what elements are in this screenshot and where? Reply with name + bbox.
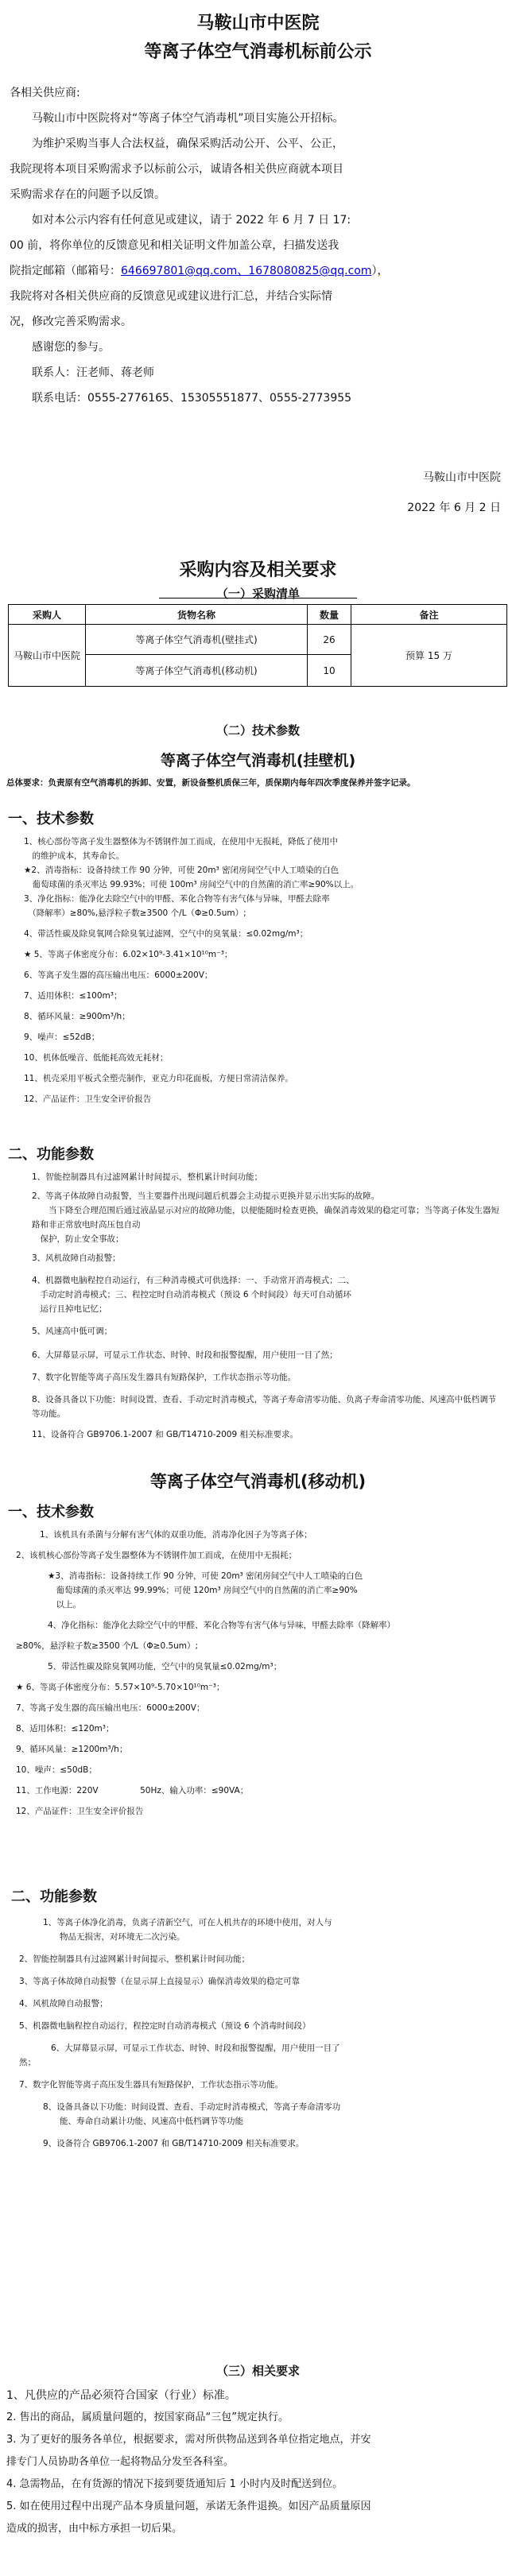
table-row [9, 625, 507, 655]
goods-cell: 等离子体空气消毒机(壁挂式) [86, 625, 308, 655]
func-line: 5、机器微电脑程控自动运行，程控定时自动消毒模式（预设 6 个消毒时间段） [19, 2021, 311, 2031]
param-line: 葡萄球菌的杀灭率达 99.93%；可使 100m³ 房间空气中的自然菌的消亡率≥90%以上。 [24, 880, 359, 889]
func-line: 物品无损害，对环境无二次污染。 [43, 1932, 185, 1942]
email-link[interactable]: 646697801@qq.com、1678080825@qq.com [121, 265, 372, 277]
func-line: 5、风速高中低可调； [32, 1327, 113, 1336]
param-line: 的维护成本，其寿命长。 [24, 851, 124, 861]
requirement-item: 造成的损害，由中标方承担一切后果。 [6, 2523, 183, 2535]
func-line: 9、设备符合 GB9706.1-2007 和 GB/T14710-2009 相关标准要求。 [43, 2139, 305, 2148]
param-line: 8、循环风量：≥900m³/h； [24, 1012, 130, 1021]
notice-para3b: 00 前，将你单位的反馈意见和相关证明文件加盖公章，扫描发送我 [10, 239, 339, 252]
col-qty: 数量 [308, 605, 351, 625]
wall-title: 等离子体空气消毒机(挂壁机) [160, 752, 356, 769]
notice-para2b: 我院现将本项目采购需求予以标前公示，诚请各相关供应商就本项目 [10, 163, 343, 176]
wall-funcs [32, 1170, 501, 1442]
func-line: 8、设备具备以下功能：时间设置、查看、手动定时消毒模式，等离子寿命清零功 [43, 2102, 341, 2112]
mobile-funcs [19, 1916, 504, 2151]
wall-sec1: 一、技术参数 [8, 811, 94, 827]
param-line: 7、等离子发生器的高压输出电压：6000±200V； [16, 1703, 205, 1713]
param-line: 12、产品证件：卫生安全评价报告 [16, 1807, 144, 1816]
func-line: 11、设备符合 GB9706.1-2007 和 GB/T14710-2009 相关标准要求。 [32, 1430, 299, 1439]
param-line: 12、产品证件：卫生安全评价报告 [24, 1094, 152, 1104]
func-line: 手动定时消毒模式；三、程控定时自动消毒模式（预设 6 个时间段）每天可自动循环 [32, 1290, 351, 1300]
func-line: 4、风机故障自动报警； [19, 1999, 108, 2009]
goods-cell: 等离子体空气消毒机(移动机) [86, 655, 308, 687]
param-line: ★ 6、等离子体密度分布：5.57×10⁹-5.70×10¹⁰m⁻³； [16, 1683, 225, 1692]
mobile-sec1: 一、技术参数 [8, 1504, 94, 1520]
qty-cell: 26 [308, 625, 351, 655]
func-line: 当下降至合理范围后通过液晶显示对应的故障功能，以便能随时检查更换，确保消毒效果的稳定可靠；当等离子体发生器短路和非正常放电时高压包自动 [32, 1206, 499, 1230]
param-line: 2、该机核心部份等离子发生器整体为不锈钢件加工而成，在使用中无损耗； [16, 1551, 297, 1560]
email-prefix: 院指定邮箱（邮箱号： [10, 265, 121, 277]
param-line: 1、核心部份等离子发生器整体为不锈钢件加工而成，在使用中无损耗，降低了使用中 [24, 837, 339, 846]
notice-para3a: 如对本公示内容有任何意见或建议，请于 2022 年 6 月 7 日 17: [32, 214, 351, 227]
requirement-item: 排专门人员协助各单位一起将物品分发至各科室。 [6, 2456, 235, 2468]
requirement-item: 3. 为了更好的服务各单位，根据要求，需对所供物品送到各单位指定地点，并安 [6, 2434, 371, 2446]
salutation: 各相关供应商: [10, 87, 80, 99]
func-line: 然； [19, 2058, 36, 2067]
sign-date: 2022 年 6 月 2 日 [407, 502, 501, 514]
func-line: 2、等离子体故障自动报警，当主要器件出现问题后机器会主动提示更换并显示出实际的故障。 [32, 1191, 380, 1201]
param-line: 10、噪声：≤50dB； [16, 1765, 97, 1775]
param-line: 9、循环风量：≥1200m³/h； [16, 1745, 128, 1754]
param-line: 10、机体低噪音、低能耗高效无耗材； [24, 1053, 169, 1063]
param-line: ★ 5、等离子体密度分布：6.02×10⁹-3.41×10¹⁰m⁻³； [24, 950, 233, 959]
qty-cell: 10 [308, 655, 351, 687]
procurement-table [8, 604, 507, 687]
notice-para3e: 况，修改完善采购需求。 [10, 316, 132, 328]
param-line: （降解率）≥80%,悬浮粒子数≥3500 个/L（Φ≥0.5um）; [24, 908, 246, 918]
notice-para2a: 为维护采购当事人合法权益，确保采购活动公开、公平、公正， [32, 138, 343, 150]
param-line: 7、适用体积：≤100m³； [24, 991, 122, 1001]
tech-heading: （二）技术参数 [215, 723, 300, 738]
notice-phones: 联系电话：0555-2776165、15305551877、0555-2773955 [32, 392, 352, 405]
func-line: 3、风机故障自动报警； [32, 1253, 121, 1263]
requirements-heading: （三）相关要求 [215, 2364, 300, 2378]
col-remark: 备注 [351, 605, 507, 625]
func-line: 7、数字化智能等离子高压发生器具有短路保护，工作状态指示等功能。 [32, 1373, 297, 1382]
mobile-title: 等离子体空气消毒机(移动机) [149, 1472, 367, 1491]
func-line: 1、等离子体净化消毒，负离子清新空气，可在人机共存的环境中使用，对人与 [43, 1918, 332, 1927]
wall-sec2: 二、功能参数 [8, 1146, 94, 1163]
purchaser-cell: 马鞍山市中医院 [9, 625, 86, 687]
notice-para3c [10, 258, 389, 285]
mobile-params [16, 1528, 501, 1819]
param-line: 葡萄球菌的杀灭率达 99.99%；可使 120m³ 房间空气中的自然菌的消亡率≥90% [48, 1586, 358, 1595]
notice-contacts: 联系人：汪老师、蒋老师 [32, 366, 154, 379]
param-line: 4、带活性碳及除臭氧网合除臭氧过滤网，空气中的臭氧量：≤0.02mg/m³； [24, 929, 308, 939]
requirements-list [6, 2384, 509, 2540]
func-line: 4、机器微电脑程控自动运行，有三种消毒模式可供选择：一、手动常开消毒模式；二、 [32, 1276, 355, 1285]
func-line: 能、寿命自动累计功能、风速高中低档调节等功能 [43, 2117, 243, 2126]
func-line: 运行且掉电记忆； [32, 1304, 107, 1314]
requirement-item: 2. 售出的商品，属质量问题的，按国家商品“三包”规定执行。 [6, 2411, 289, 2423]
func-line: 3、等离子体故障自动报警（在显示屏上直接显示）确保消毒效果的稳定可靠 [19, 1977, 301, 1986]
wall-params [24, 835, 501, 1106]
param-line: 4、净化指标：能净化去除空气中的甲醛、苯化合物等有害气体与异味，甲醛去除率（降解率） [48, 1621, 396, 1630]
col-purchaser: 采购人 [9, 605, 86, 625]
requirement-item: 5. 如在使用过程中出现产品本身质量问题，承诺无条件退换。如因产品质量原因 [6, 2500, 371, 2512]
notice-thanks: 感谢您的参与。 [32, 341, 110, 354]
param-line: 5、带活性碳及除臭氧网功能，空气中的臭氧量≤0.02mg/m³； [48, 1662, 282, 1671]
notice-para3d: 我院将对各相关供应商的反馈意见或建议进行汇总，并结合实际情 [10, 290, 332, 303]
param-line: 11、工作电源：220V 50Hz、输入功率：≤90VA； [16, 1786, 249, 1795]
func-line: 1、智能控制器具有过滤网累计时间提示，整机累计时间功能； [32, 1172, 263, 1182]
param-line: 以上。 [48, 1600, 81, 1610]
func-line: 6、大屏幕显示屏，可显示工作状态、时钟、时段和报警提醒，用户使用一目了 [51, 2043, 340, 2053]
func-line: 2、智能控制器具有过滤网累计时间提示，整机累计时间功能； [19, 1954, 250, 1964]
notice-para1: 马鞍山市中医院将对“等离子体空气消毒机”项目实施公开招标。 [32, 112, 344, 125]
requirement-item: 4. 急需物品，在有货源的情况下接到要货通知后 1 小时内及时配送到位。 [6, 2478, 343, 2490]
col-goods: 货物名称 [86, 605, 308, 625]
param-line: 6、等离子发生器的高压输出电压：6000±200V； [24, 970, 213, 980]
param-line: 8、适用体积：≤120m³； [16, 1724, 114, 1733]
notice-para2c: 采购需求存在的问题予以反馈。 [10, 188, 165, 201]
list-heading: （一）采购清单 [215, 587, 300, 601]
param-line: 11、机壳采用平板式全塑壳制作，亚克力印花面板，方便日常清洁保养。 [24, 1074, 293, 1083]
param-line: ★2、消毒指标：设备持续工作 90 分钟，可使 20m³ 密闭房间空气中人工喷染的白色 [24, 866, 339, 875]
func-line: 6、大屏幕显示屏，可显示工作状态、时钟、时段和报警提醒，用户使用一目了然； [32, 1350, 338, 1360]
wall-overview: 总体要求：负责原有空气消毒机的拆卸、安置，新设备整机质保三年，质保期内每年四次季度保养并签字记录。 [6, 778, 416, 788]
sign-org: 马鞍山市中医院 [423, 471, 501, 484]
notice-title-line2: 等离子体空气消毒机标前公示 [144, 42, 372, 62]
mobile-sec2: 二、功能参数 [11, 1888, 97, 1905]
procurement-heading: 采购内容及相关要求 [179, 560, 337, 580]
func-line: 8、设备具备以下功能：时间设置、查看、手动定时消毒模式，等离子寿命清零功能、负离子寿命清零功能、风速高中低档调节等功能。 [32, 1395, 497, 1419]
email-suffix: ）， [371, 265, 389, 277]
func-line: 保护，防止安全事故； [32, 1234, 124, 1244]
table-header-row [9, 605, 507, 625]
param-line: ★3、消毒指标：设备持续工作 90 分钟，可使 20m³ 密闭房间空气中人工喷染的白色 [48, 1571, 363, 1581]
param-line: 1、该机具有杀菌与分解有害气体的双重功能，消毒净化因子为等离子体； [40, 1530, 312, 1540]
func-line: 7、数字化智能等离子高压发生器具有短路保护，工作状态指示等功能。 [19, 2080, 284, 2090]
param-line: 3、净化指标：能净化去除空气中的甲醛、苯化合物等有害气体与异味，甲醛去除率 [24, 894, 330, 904]
requirement-item: 1、凡供应的产品必须符合国家（行业）标准。 [6, 2389, 236, 2402]
remark-cell: 预算 15 万 [351, 625, 507, 687]
notice-title-line1: 马鞍山市中医院 [196, 14, 320, 33]
param-line: ≥80%，悬浮粒子数≥3500 个/L（Φ≥0.5um）; [16, 1641, 199, 1651]
param-line: 9、噪声：≤52dB； [24, 1032, 100, 1042]
